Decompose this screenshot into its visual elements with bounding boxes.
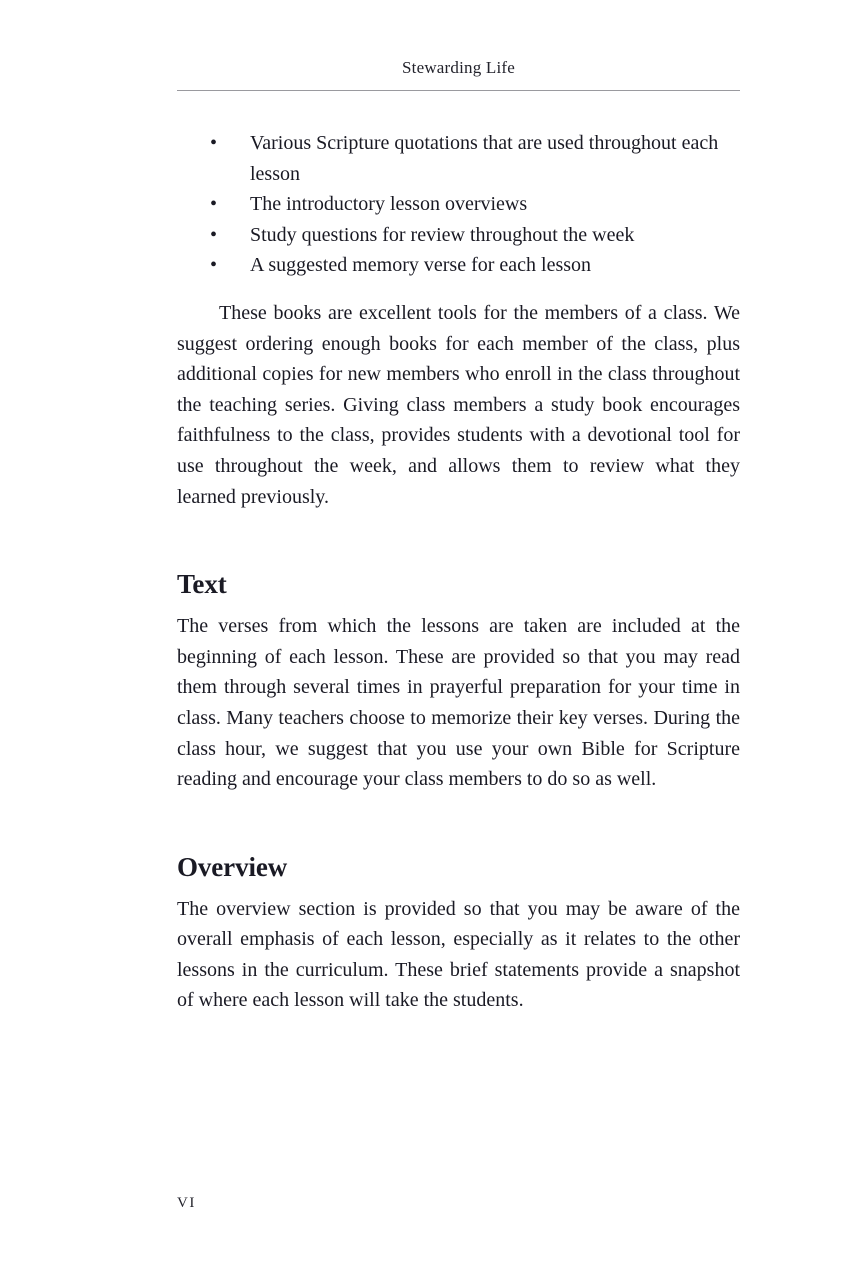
bullet-list	[177, 128, 740, 281]
bullet-icon: •	[210, 193, 218, 216]
list-item	[177, 220, 740, 251]
list-item-label: Various Scripture quotations that are used throughout each lesson	[250, 132, 719, 185]
list-item	[177, 128, 740, 189]
page-number: VI	[177, 1195, 197, 1211]
bullet-icon: •	[210, 223, 218, 246]
section-text	[177, 568, 740, 795]
section-overview	[177, 851, 740, 1016]
page-content	[177, 128, 740, 1016]
list-item-label: The introductory lesson overviews	[250, 193, 528, 216]
list-item	[177, 189, 740, 220]
section-heading-overview: Overview	[177, 851, 288, 882]
intro-paragraph: These books are excellent tools for the members of a class. We suggest ordering enough books for each member of the class, plus additional copies for new members who enroll in the class throughout the teaching series. Giving class members a study book encourages faithfulness to the class, provides students with a devotional tool for use throughout the week, and allows them to review what they learned previously.	[177, 301, 740, 508]
list-item-label: Study questions for review throughout the week	[250, 223, 635, 246]
section-body-text: The verses from which the lessons are taken are included at the beginning of each lesson. These are provided so that you may read them through several times in prayerful preparation for your time in class. Many teachers choose to memorize their key verses. During the class hour, we suggest that you use your own Bible for Scripture reading and encourage your class members to do so as well.	[177, 615, 740, 791]
bullet-icon: •	[210, 254, 218, 277]
bullet-icon: •	[210, 132, 218, 154]
section-body-overview: The overview section is provided so that you may be aware of the overall emphasis of each lesson, especially as it relates to the other lessons in the curriculum. These brief statements provide a snapshot of where each lesson will take the students.	[177, 897, 740, 1012]
list-item-label: A suggested memory verse for each lesson	[250, 254, 592, 277]
section-heading-text: Text	[177, 569, 227, 600]
header-rule	[177, 90, 740, 91]
list-item	[177, 250, 740, 281]
running-head: Stewarding Life	[402, 58, 515, 77]
